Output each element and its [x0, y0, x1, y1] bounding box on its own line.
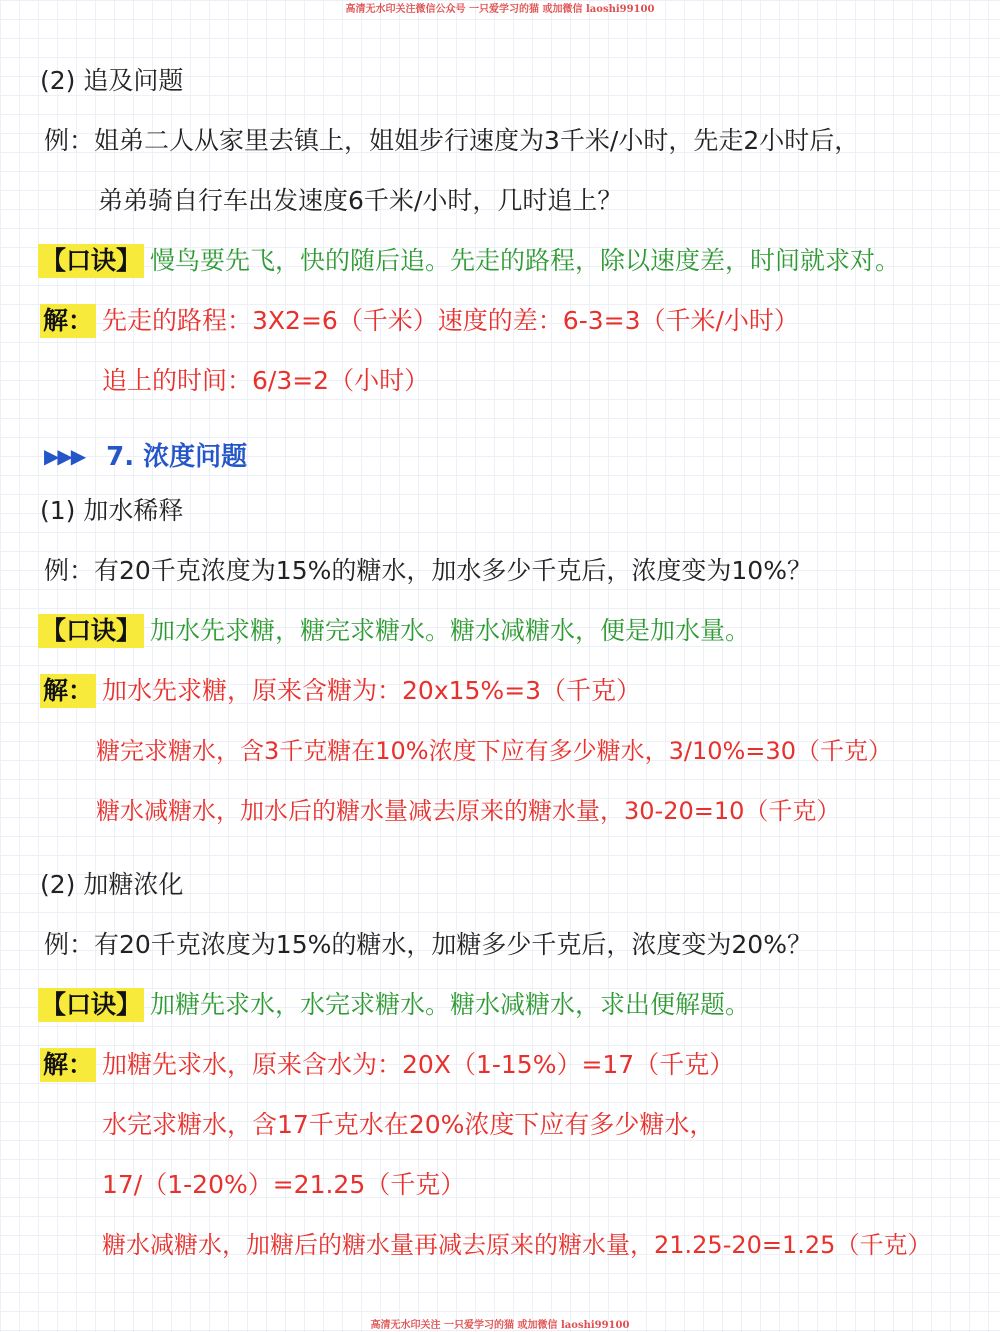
dilute-solution-line-2: 糖完求糖水，含3千克糖在10%浓度下应有多少糖水，3/10%=30（千克）	[96, 737, 892, 765]
rhyme-tag: 【口诀】	[38, 244, 144, 278]
dilute-rhyme-text: 加水先求糖，糖完求糖水。糖水减糖水，便是加水量。	[150, 616, 751, 645]
solution-tag: 解：	[40, 1048, 96, 1082]
concentrate-example: 例：有20千克浓度为15%的糖水，加糖多少千克后，浓度变为20%？	[44, 930, 812, 959]
concentrate-solution-line-4: 糖水减糖水，加糖后的糖水量再减去原来的糖水量，21.25-20=1.25（千克）	[102, 1231, 932, 1259]
concentrate-solution-line-1: 加糖先求水，原来含水为：20X（1-15%）=17（千克）	[102, 1050, 735, 1079]
chase-example-line-1: 例：姐弟二人从家里去镇上，姐姐步行速度为3千米/小时，先走2小时后，	[44, 126, 860, 155]
chase-example-line-2: 弟弟骑自行车出发速度6千米/小时，几时追上？	[98, 186, 623, 215]
solution-tag: 解：	[40, 674, 96, 708]
chase-rhyme-text: 慢鸟要先飞，快的随后追。先走的路程，除以速度差，时间就求对。	[150, 246, 901, 275]
chase-heading: (2) 追及问题	[40, 66, 184, 95]
concentrate-heading: (2) 加糖浓化	[40, 870, 184, 899]
concentrate-rhyme-text: 加糖先求水，水完求糖水。糖水减糖水，求出便解题。	[150, 990, 751, 1019]
chase-solution	[40, 304, 799, 338]
chase-rhyme	[38, 244, 900, 278]
section-title	[44, 439, 247, 474]
dilute-solution	[40, 674, 641, 708]
dilute-rhyme	[38, 614, 750, 648]
section-title-text: 7. 浓度问题	[106, 442, 248, 472]
triple-arrow-icon: ▶▶▶	[44, 444, 85, 468]
solution-tag: 解：	[40, 304, 96, 338]
watermark-top: 高清无水印关注微信公众号 一只爱学习的猫 或加微信 laoshi99100	[345, 4, 655, 15]
rhyme-tag: 【口诀】	[38, 988, 144, 1022]
concentrate-solution-line-2: 水完求糖水，含17千克水在20%浓度下应有多少糖水，	[102, 1110, 715, 1139]
concentrate-rhyme	[38, 988, 750, 1022]
dilute-heading: (1) 加水稀释	[40, 496, 184, 525]
dilute-example: 例：有20千克浓度为15%的糖水，加水多少千克后，浓度变为10%？	[44, 556, 812, 585]
chase-solution-line-2: 追上的时间：6/3=2（小时）	[102, 366, 430, 395]
rhyme-tag: 【口诀】	[38, 614, 144, 648]
watermark-bottom: 高清无水印关注 一只爱学习的猫 或加微信 laoshi99100	[370, 1320, 630, 1331]
chase-solution-line-1: 先走的路程：3X2=6（千米）速度的差：6-3=3（千米/小时）	[102, 306, 799, 335]
concentrate-solution	[40, 1048, 734, 1082]
dilute-solution-line-1: 加水先求糖，原来含糖为：20x15%=3（千克）	[102, 676, 642, 705]
dilute-solution-line-3: 糖水减糖水，加水后的糖水量减去原来的糖水量，30-20=10（千克）	[96, 797, 841, 825]
concentrate-solution-line-3: 17/（1-20%）=21.25（千克）	[102, 1170, 466, 1199]
